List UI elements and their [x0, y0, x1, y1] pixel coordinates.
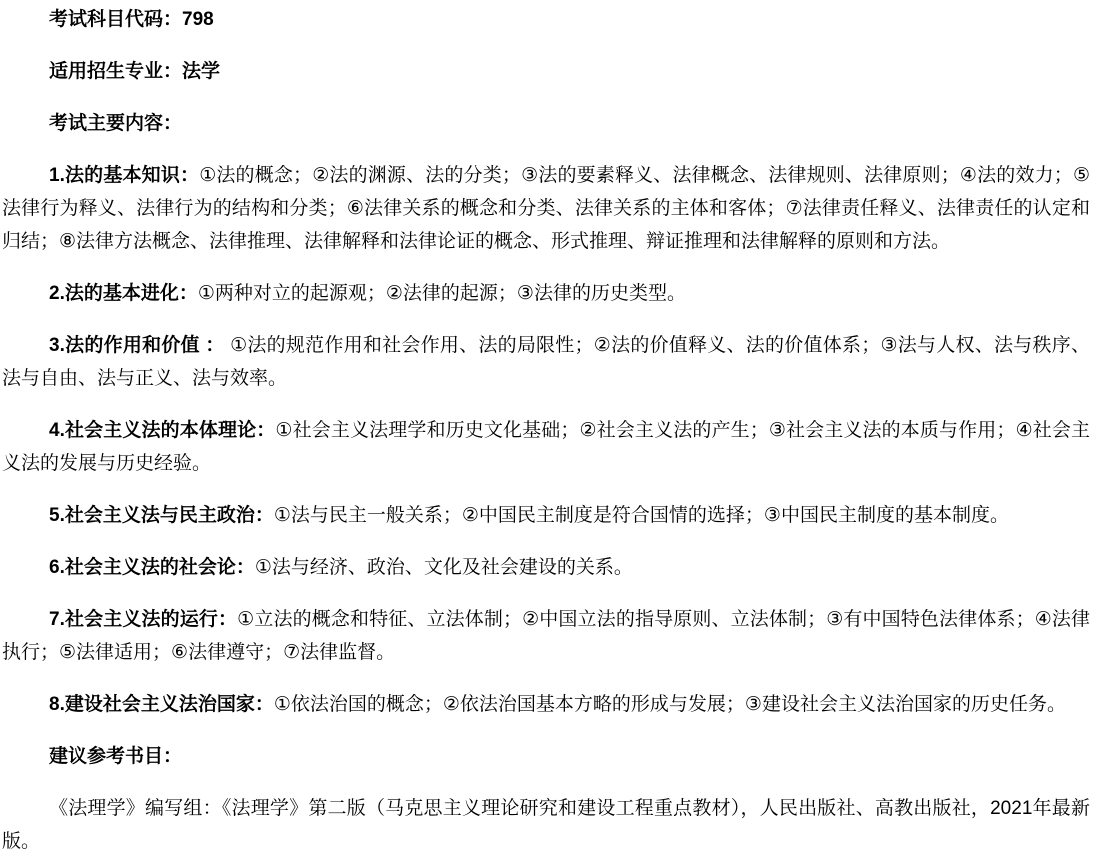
section-7-paragraph: [2, 603, 1090, 669]
section-6-text: ①法与经济、政治、文化及社会建设的关系。: [254, 557, 633, 578]
section-7-text: ①立法的概念和特征、立法体制；②中国立法的指导原则、立法体制；③有中国特色法律体系；④法律执行；⑤法律适用；⑥法律遵守；⑦法律监督。: [2, 609, 1090, 663]
section-3-label: 3.法的作用和价值 ：: [49, 335, 225, 356]
section-2-text: ①两种对立的起源观；②法律的起源；③法律的历史类型。: [197, 283, 686, 304]
majors-line: [2, 55, 1090, 88]
section-1-label: 1.法的基本知识：: [49, 165, 200, 186]
reference-item: 《法理学》编写组：《法理学》第二版（马克思主义理论研究和建设工程重点教材），人民出版社、高教出版社，2021年最新版。: [2, 798, 1090, 852]
majors-label: 适用招生专业：: [49, 61, 183, 82]
section-1-text: ①法的概念；②法的渊源、法的分类；③法的要素释义、法律概念、法律规则、法律原则；④法的效力；⑤法律行为释义、法律行为的结构和分类；⑥法律关系的概念和分类、法律关系的主体和客体；⑦法律责任释义、法律责任的认定和归结；⑧法律方法概念、法律推理、法律解释和法律论证的概念、形式推理、辩证推理和法律解释的原则和方法。: [2, 165, 1090, 252]
section-4-label: 4.社会主义法的本体理论：: [49, 420, 276, 441]
section-4-paragraph: [2, 414, 1090, 480]
section-1-paragraph: [2, 159, 1090, 258]
subject-code-value: 798: [182, 9, 214, 30]
section-6-paragraph: [2, 551, 1090, 584]
section-7-label: 7.社会主义法的运行：: [49, 609, 238, 630]
section-5-label: 5.社会主义法与民主政治：: [49, 505, 274, 526]
section-3-text: ①法的规范作用和社会作用、法的局限性；②法的价值释义、法的价值体系；③法与人权、法与秩序、法与自由、法与正义、法与效率。: [2, 335, 1090, 389]
content-heading: 考试主要内容：: [49, 113, 183, 134]
section-5-paragraph: [2, 499, 1090, 532]
references-heading: 建议参考书目：: [49, 746, 183, 767]
section-8-text: ①依法治国的概念；②依法治国基本方略的形成与发展；③建设社会主义法治国家的历史任务。: [273, 694, 1066, 715]
section-6-label: 6.社会主义法的社会论：: [49, 557, 255, 578]
section-4-text: ①社会主义法理学和历史文化基础；②社会主义法的产生；③社会主义法的本质与作用；④社会主义法的发展与历史经验。: [2, 420, 1090, 474]
majors-value: 法学: [182, 61, 221, 82]
subject-code-line: [2, 3, 1090, 36]
section-2-label: 2.法的基本进化：: [49, 283, 198, 304]
section-8-paragraph: [2, 688, 1090, 721]
section-3-paragraph: [2, 329, 1090, 395]
section-5-text: ①法与民主一般关系；②中国民主制度是符合国情的选择；③中国民主制度的基本制度。: [273, 505, 1009, 526]
subject-code-label: 考试科目代码：: [49, 9, 183, 30]
section-8-label: 8.建设社会主义法治国家：: [49, 694, 274, 715]
section-2-paragraph: [2, 277, 1090, 310]
